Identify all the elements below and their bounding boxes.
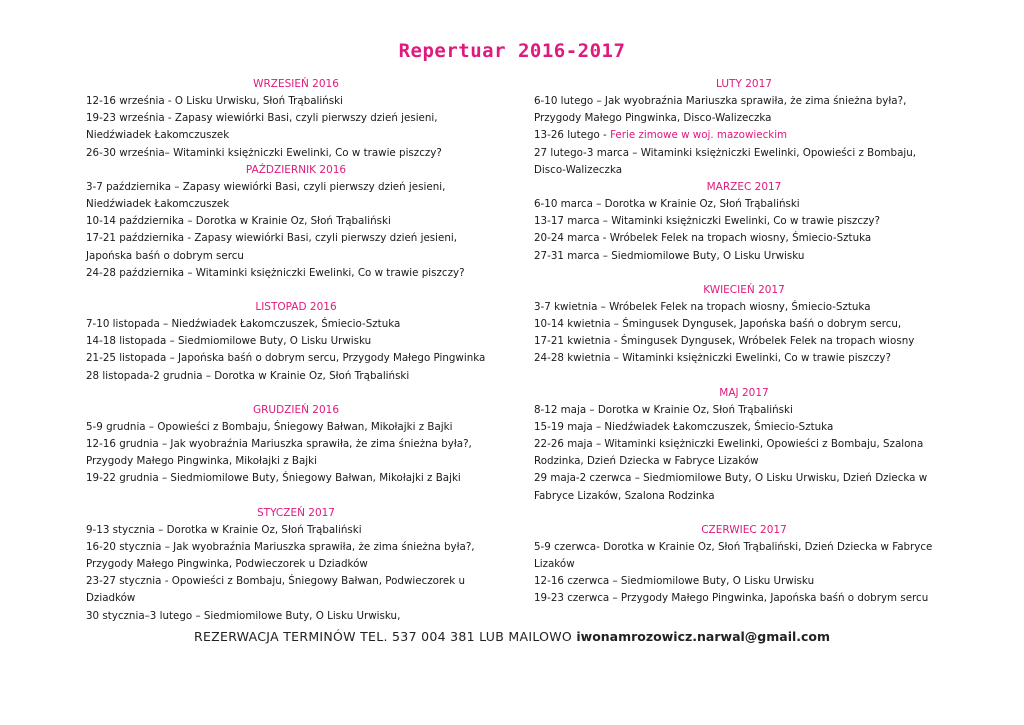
spacer	[86, 488, 506, 505]
month-heading: WRZESIEŃ 2016	[253, 78, 339, 90]
booking-footer	[0, 629, 1024, 644]
schedule-entry: 12-16 września - O Lisku Urwisku, Słoń Trąbaliński	[86, 95, 343, 107]
schedule-entry: 19-22 grudnia – Siedmiomilowe Buty, Śniegowy Bałwan, Mikołajki z Bajki	[86, 472, 461, 485]
schedule-entry-continued: Japońska baśń o dobrym sercu	[86, 249, 244, 262]
contact-email-link[interactable]: iwonamrozowicz.narwal@gmail.com	[576, 629, 831, 644]
right-column	[534, 76, 954, 608]
entry-date: 13-26 lutego -	[534, 129, 611, 142]
month-heading: KWIECIEŃ 2017	[703, 283, 785, 296]
schedule-entry: 5-9 czerwca- Dorotka w Krainie Oz, Słoń Trąbaliński, Dzień Dziecka w Fabryce	[534, 540, 933, 553]
schedule-entry-continued: Fabryce Lizaków, Szalona Rodzinka	[534, 489, 715, 502]
schedule-entry-continued: Disco-Walizeczka	[534, 163, 623, 176]
month-heading: MARZEC 2017	[706, 181, 782, 194]
schedule-entry: 15-19 maja – Niedźwiadek Łakomczuszek, Śmiecio-Sztuka	[534, 420, 834, 433]
schedule-entry-continued: Przygody Małego Pingwinka, Mikołajki z Bajki	[86, 455, 317, 468]
schedule-entry: 16-20 stycznia – Jak wyobraźnia Mariuszka sprawiła, że zima śnieżna była?,	[86, 540, 475, 553]
month-heading: LISTOPAD 2016	[255, 301, 337, 314]
spacer	[86, 385, 506, 402]
schedule-entry: 8-12 maja – Dorotka w Krainie Oz, Słoń Trąbaliński	[534, 403, 793, 416]
schedule-entry: 12-16 czerwca – Siedmiomilowe Buty, O Lisku Urwisku	[534, 575, 815, 588]
schedule-entry: 26-30 września– Witaminki księżniczki Ewelinki, Co w trawie piszczy?	[86, 146, 442, 159]
schedule-entry: 24-28 kwietnia – Witaminki księżniczki Ewelinki, Co w trawie piszczy?	[534, 352, 891, 365]
schedule-entry: 21-25 listopada – Japońska baśń o dobrym sercu, Przygody Małego Pingwinka	[86, 352, 486, 365]
schedule-entry: 12-16 grudnia – Jak wyobraźnia Mariuszka sprawiła, że zima śnieżna była?,	[86, 438, 472, 451]
schedule-entry: 10-14 kwietnia – Śmingusek Dyngusek, Japońska baśń o dobrym sercu,	[534, 318, 902, 331]
booking-text: REZERWACJA TERMINÓW TEL. 537 004 381 LUB MAILOWO	[193, 629, 577, 644]
schedule-entry-continued: Niedźwiadek Łakomczuszek	[86, 129, 230, 142]
spacer	[534, 265, 954, 282]
schedule-entry-continued: Dziadków	[86, 592, 136, 605]
schedule-entry: 30 stycznia–3 lutego – Siedmiomilowe Buty, O Lisku Urwisku,	[86, 609, 401, 622]
left-column	[86, 76, 506, 625]
winter-holiday-note: Ferie zimowe w woj. mazowieckim	[610, 129, 788, 142]
schedule-entry: 17-21 kwietnia - Śmingusek Dyngusek, Wróbelek Felek na tropach wiosny	[534, 335, 915, 348]
schedule-entry: 7-10 listopada – Niedźwiadek Łakomczuszek, Śmiecio-Sztuka	[86, 318, 401, 331]
schedule-entry: 19-23 września - Zapasy wiewiórki Basi, czyli pierwszy dzień jesieni,	[86, 112, 438, 125]
schedule-entry-continued: Lizaków	[534, 558, 575, 571]
schedule-entry: 14-18 listopada – Siedmiomilowe Buty, O Lisku Urwisku	[86, 335, 372, 348]
month-heading: LUTY 2017	[716, 78, 772, 90]
page-title: Repertuar 2016-2017	[398, 40, 626, 62]
schedule-entry: 24-28 października – Witaminki księżniczki Ewelinki, Co w trawie piszczy?	[86, 266, 465, 279]
schedule-entry: 6-10 marca – Dorotka w Krainie Oz, Słoń Trąbaliński	[534, 198, 800, 211]
schedule-entry: 13-17 marca – Witaminki księżniczki Ewelinki, Co w trawie piszczy?	[534, 215, 880, 228]
month-heading: MAJ 2017	[719, 386, 769, 399]
schedule-entry-continued: Rodzinka, Dzień Dziecka w Fabryce Lizaków	[534, 455, 759, 468]
schedule-entry-continued: Przygody Małego Pingwinka, Disco-Walizeczka	[534, 112, 772, 125]
schedule-entry-continued: Przygody Małego Pingwinka, Podwieczorek u Dziadków	[86, 558, 368, 571]
month-heading: CZERWIEC 2017	[701, 523, 787, 536]
schedule-entry	[534, 127, 954, 144]
schedule-entry: 23-27 stycznia - Opowieści z Bombaju, Śniegowy Bałwan, Podwieczorek u	[86, 575, 466, 588]
schedule-entry: 17-21 października - Zapasy wiewiórki Basi, czyli pierwszy dzień jesieni,	[86, 232, 458, 245]
schedule-entry: 9-13 stycznia – Dorotka w Krainie Oz, Słoń Trąbaliński	[86, 523, 362, 536]
month-heading: PAŹDZIERNIK 2016	[245, 163, 347, 176]
spacer	[86, 282, 506, 299]
schedule-entry: 29 maja-2 czerwca – Siedmiomilowe Buty, O Lisku Urwisku, Dzień Dziecka w	[534, 472, 928, 485]
month-heading: GRUDZIEŃ 2016	[252, 403, 340, 416]
schedule-entry: 20-24 marca - Wróbelek Felek na tropach wiosny, Śmiecio-Sztuka	[534, 232, 872, 245]
schedule-entry: 3-7 października – Zapasy wiewiórki Basi, czyli pierwszy dzień jesieni,	[86, 180, 446, 193]
spacer	[534, 368, 954, 385]
schedule-entry: 27 lutego-3 marca – Witaminki księżniczki Ewelinki, Opowieści z Bombaju,	[534, 146, 917, 159]
schedule-entry: 10-14 października – Dorotka w Krainie Oz, Słoń Trąbaliński	[86, 215, 391, 228]
schedule-entry: 22-26 maja – Witaminki księżniczki Ewelinki, Opowieści z Bombaju, Szalona	[534, 438, 924, 451]
schedule-entry: 28 listopada-2 grudnia – Dorotka w Krainie Oz, Słoń Trąbaliński	[86, 369, 410, 382]
schedule-entry: 19-23 czerwca – Przygody Małego Pingwinka, Japońska baśń o dobrym sercu	[534, 592, 929, 605]
schedule-entry: 3-7 kwietnia – Wróbelek Felek na tropach wiosny, Śmiecio-Sztuka	[534, 300, 871, 313]
month-heading: STYCZEŃ 2017	[257, 506, 335, 519]
schedule-entry: 27-31 marca – Siedmiomilowe Buty, O Lisku Urwisku	[534, 249, 805, 262]
schedule-entry: 5-9 grudnia – Opowieści z Bombaju, Śniegowy Bałwan, Mikołajki z Bajki	[86, 420, 453, 433]
schedule-entry: 6-10 lutego – Jak wyobraźnia Mariuszka sprawiła, że zima śnieżna była?,	[534, 95, 907, 107]
spacer	[534, 505, 954, 522]
schedule-entry-continued: Niedźwiadek Łakomczuszek	[86, 198, 230, 211]
